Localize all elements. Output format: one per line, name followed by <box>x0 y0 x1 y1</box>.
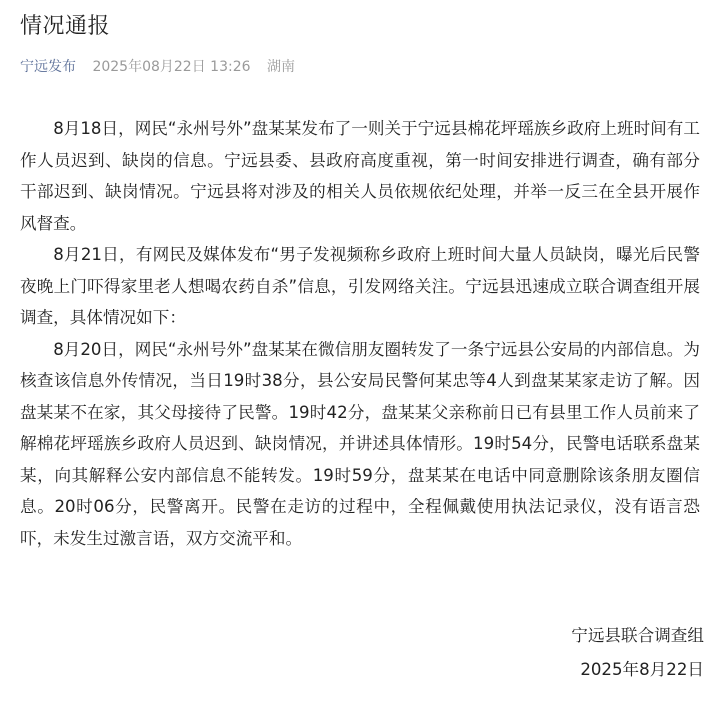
paragraph-1: 8月18日，网民“永州号外”盘某某发布了一则关于宁远县棉花坪瑶族乡政府上班时间有工作人员迟到、缺岗的信息。宁远县委、县政府高度重视，第一时间安排进行调查，确有部分干部迟到、缺岗情况。宁远县将对涉及的相关人员依规依纪处理，并举一反三在全县开展作风督查。 <box>20 119 700 233</box>
article-title: 情况通报 <box>20 14 111 39</box>
article-meta <box>20 56 295 78</box>
article-body <box>20 113 700 554</box>
paragraph-2: 8月21日，有网民及媒体发布“男子发视频称乡政府上班时间大量人员缺岗，曝光后民警夜晚上门吓得家里老人想喝农药自杀”信息，引发网络关注。宁远县迅速成立联合调查组开展调查，具体情况如下： <box>20 245 700 327</box>
paragraph-3: 8月20日，网民“永州号外”盘某某在微信朋友圈转发了一条宁远县公安局的内部信息。为核查该信息外传情况，当日19时38分，县公安局民警何某忠等4人到盘某某家走访了解。因盘某某不在家，其父母接待了民警。19时42分，盘某某父亲称前日已有县里工作人员前来了解棉花坪瑶族乡政府人员迟到、缺岗情况，并讲述具体情形。19时54分，民警电话联系盘某某，向其解释公安内部信息不能转发。19时59分，盘某某在电话中同意删除该条朋友圈信息。20时06分，民警离开。民警在走访的过程中，全程佩戴使用执法记录仪，没有语言恐吓，未发生过激言语，双方交流平和。 <box>20 339 700 548</box>
signature-date: 2025年8月22日 <box>580 660 704 679</box>
publish-datetime: 2025年08月22日 13:26 <box>92 59 251 75</box>
publish-region: 湖南 <box>266 59 295 75</box>
account-name-link[interactable]: 宁远发布 <box>20 59 76 75</box>
signature-organization: 宁远县联合调查组 <box>571 626 704 645</box>
